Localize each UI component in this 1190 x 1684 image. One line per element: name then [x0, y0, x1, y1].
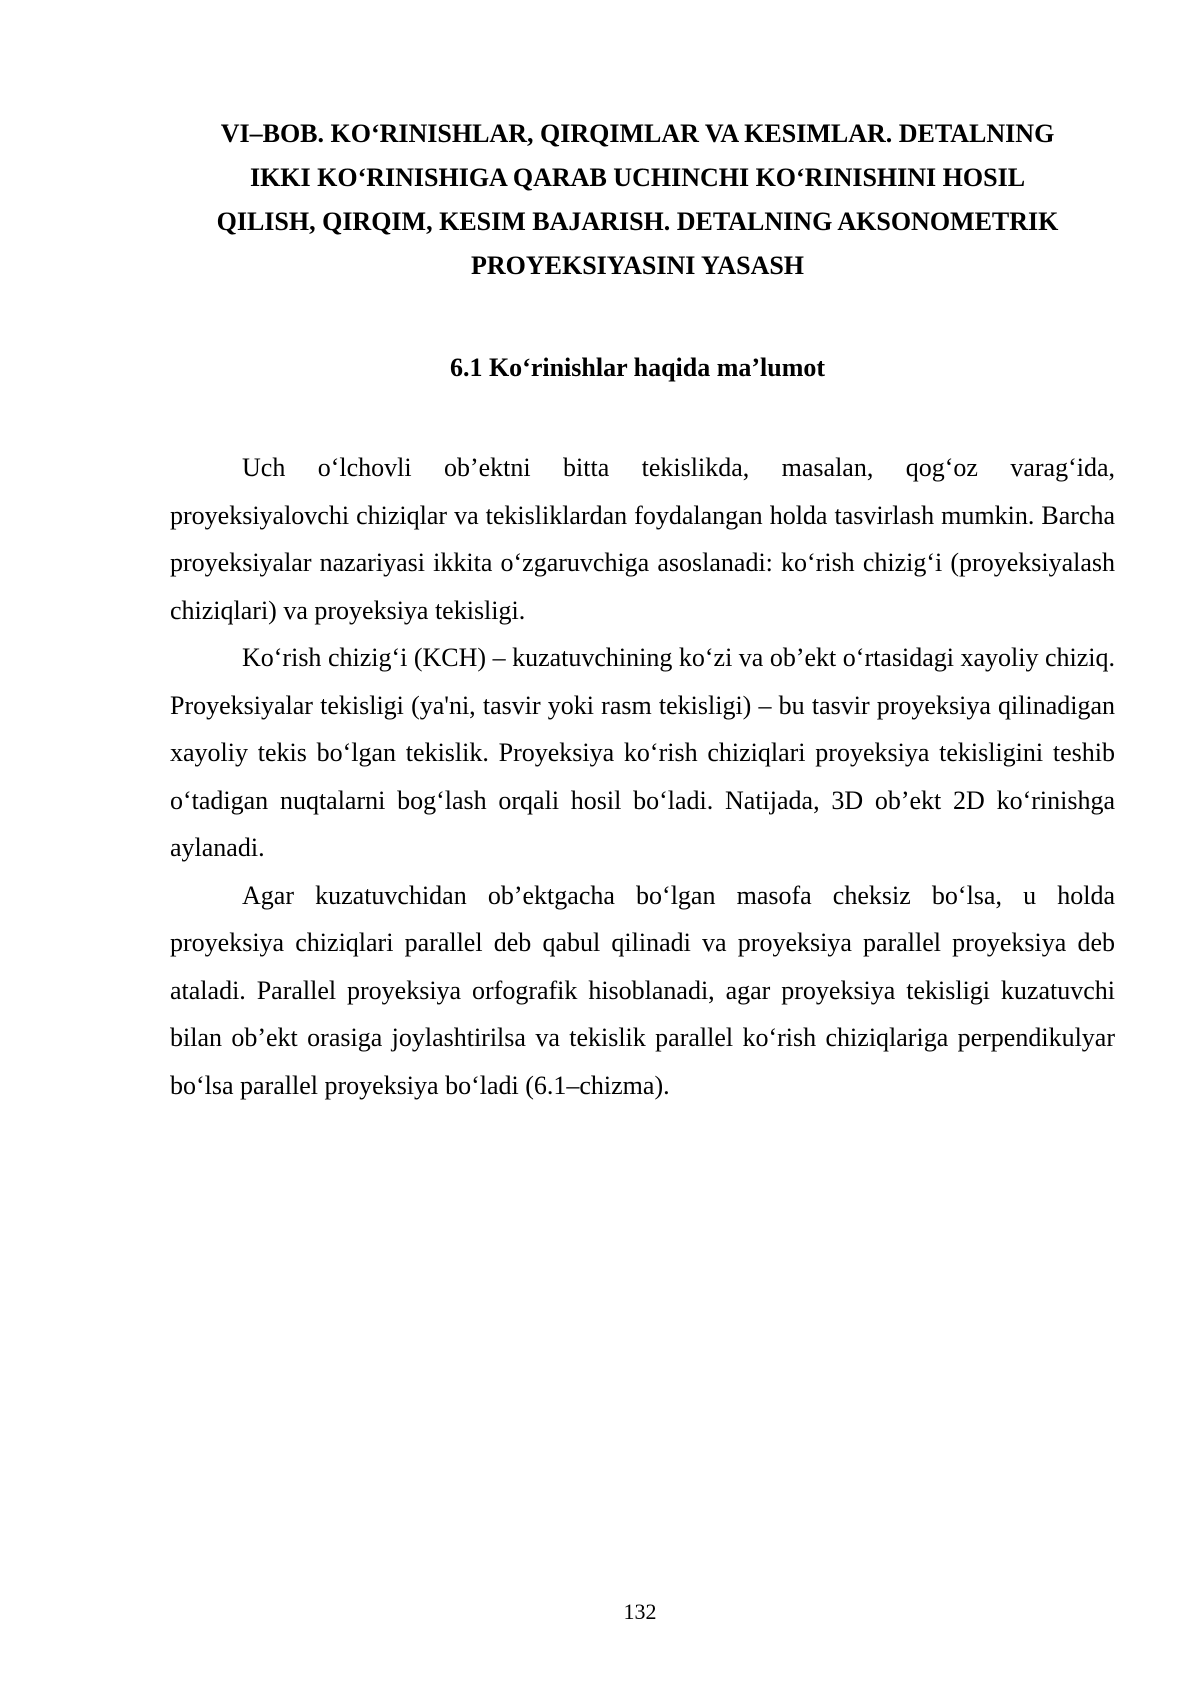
paragraph-2: Ko‘rish chizig‘i (KCH) – kuzatuvchining ko‘zi va ob’ekt o‘rtasidagi xayoliy chiziq. Proyeksiyalar tekisligi (ya'ni, tasvir yoki rasm tekisligi) – bu tasvir proyeksiya qilinadigan xayoliy tekis bo‘lgan tekislik. Proyeksiya ko‘rish chiziqlari proyeksiya tekisligini teshib o‘tadigan nuqtalarni bog‘lash orqali hosil bo‘ladi. Natijada, 3D ob’ekt 2D ko‘rinishga aylanadi. — [170, 643, 1115, 862]
section-heading: 6.1 Ko‘rinishlar haqida ma’lumot — [449, 353, 826, 382]
chapter-title-line-1: VI–BOB. KO‘RINISHLAR, QIRQIMLAR VA KESIMLAR. DETALNING — [220, 119, 1055, 148]
paragraph-3: Agar kuzatuvchidan ob’ektgacha bo‘lgan masofa cheksiz bo‘lsa, u holda proyeksiya chiziqlari parallel deb qabul qilinadi va proyeksiya parallel proyeksiya deb ataladi. Parallel proyeksiya orfografik hisoblanadi, agar proyeksiya tekisligi kuzatuvchi bilan ob’ekt orasiga joylashtirilsa va tekislik parallel ko‘rish chiziqlariga perpendikulyar bo‘lsa parallel proyeksiya bo‘ladi (6.1–chizma). — [170, 880, 1115, 1100]
paragraph-1: Uch o‘lchovli ob’ektni bitta tekislikda, masalan, qog‘oz varag‘ida, proyeksiyalovchi chiziqlar va tekisliklardan foydalangan holda tasvirlash mumkin. Barcha proyeksiyalar nazariyasi ikkita o‘zgaruvchiga asoslanadi: ko‘rish chizig‘i (proyeksiyalash chiziqlari) va proyeksiya tekisligi. — [170, 453, 1115, 625]
chapter-title-line-3: QILISH, QIRQIM, KESIM BAJARISH. DETALNING AKSONOMETRIK — [216, 207, 1059, 236]
chapter-title-line-4: PROYEKSIYASINI YASASH — [470, 251, 805, 280]
body-text — [170, 444, 1115, 1109]
chapter-title-line-2: IKKI KO‘RINISHIGA QARAB UCHINCHI KO‘RINISHINI HOSIL — [249, 163, 1026, 192]
chapter-title — [160, 112, 1115, 288]
page-number: 132 — [623, 1599, 657, 1624]
